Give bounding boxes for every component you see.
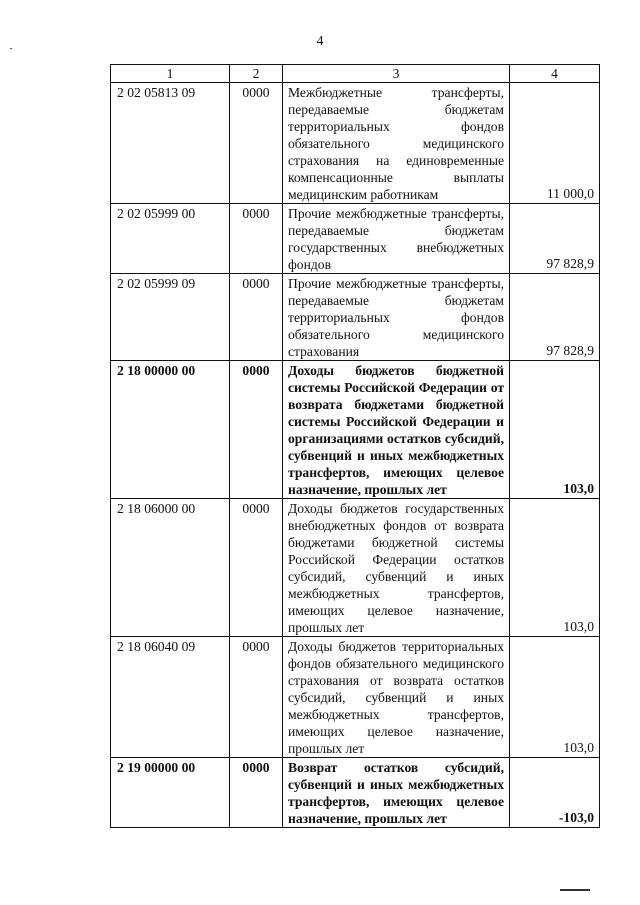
table-row <box>111 637 600 758</box>
kind-cell: 0000 <box>230 758 283 828</box>
kind-cell: 0000 <box>230 83 283 204</box>
column-header-1: 1 <box>111 65 230 83</box>
description-cell: Межбюджетные трансферты, передаваемые бюджетам территориальных фондов обязательного медицинского страхования на единовременные компенсационные выплаты медицинским работникам <box>283 83 510 204</box>
header-row <box>111 65 600 83</box>
description-cell: Доходы бюджетов бюджетной системы Российской Федерации от возврата бюджетами бюджетной системы Российской Федерации и организациями остатков субсидий, субвенций и иных межбюджетных трансфертов, имеющих целевое назначение, прошлых лет <box>283 361 510 499</box>
amount-cell: 97 828,9 <box>510 204 600 274</box>
kind-cell: 0000 <box>230 499 283 637</box>
description-cell: Прочие межбюджетные трансферты, передаваемые бюджетам государственных внебюджетных фондов <box>283 204 510 274</box>
table-header <box>111 65 600 83</box>
table-row <box>111 758 600 828</box>
table-row <box>111 361 600 499</box>
amount-cell: 103,0 <box>510 499 600 637</box>
table-body <box>111 83 600 828</box>
budget-table <box>110 64 600 828</box>
column-header-4: 4 <box>510 65 600 83</box>
scan-mark <box>560 889 590 891</box>
table-row <box>111 204 600 274</box>
code-cell: 2 02 05813 09 <box>111 83 230 204</box>
description-cell: Доходы бюджетов государственных внебюджетных фондов от возврата бюджетами бюджетной системы Российской Федерации остатков субсидий, субвенций и иных межбюджетных трансфертов, имеющих целевое назначение, прошлых лет <box>283 499 510 637</box>
description-cell: Прочие межбюджетные трансферты, передаваемые бюджетам территориальных фондов обязательного медицинского страхования <box>283 274 510 361</box>
code-cell: 2 18 06040 09 <box>111 637 230 758</box>
code-cell: 2 02 05999 09 <box>111 274 230 361</box>
column-header-3: 3 <box>283 65 510 83</box>
scan-mark <box>10 48 12 49</box>
amount-cell: 103,0 <box>510 361 600 499</box>
code-cell: 2 19 00000 00 <box>111 758 230 828</box>
kind-cell: 0000 <box>230 637 283 758</box>
description-cell: Возврат остатков субсидий, субвенций и иных межбюджетных трансфертов, имеющих целевое назначение, прошлых лет <box>283 758 510 828</box>
table-row <box>111 83 600 204</box>
amount-cell: -103,0 <box>510 758 600 828</box>
table-row <box>111 499 600 637</box>
code-cell: 2 18 00000 00 <box>111 361 230 499</box>
kind-cell: 0000 <box>230 361 283 499</box>
amount-cell: 103,0 <box>510 637 600 758</box>
description-cell: Доходы бюджетов территориальных фондов обязательного медицинского страхования от возврата остатков субсидий, субвенций и иных межбюджетных трансфертов, имеющих целевое назначение, прошлых лет <box>283 637 510 758</box>
column-header-2: 2 <box>230 65 283 83</box>
code-cell: 2 02 05999 00 <box>111 204 230 274</box>
code-cell: 2 18 06000 00 <box>111 499 230 637</box>
amount-cell: 97 828,9 <box>510 274 600 361</box>
page-number: 4 <box>316 34 324 49</box>
amount-cell: 11 000,0 <box>510 83 600 204</box>
kind-cell: 0000 <box>230 274 283 361</box>
table-row <box>111 274 600 361</box>
kind-cell: 0000 <box>230 204 283 274</box>
